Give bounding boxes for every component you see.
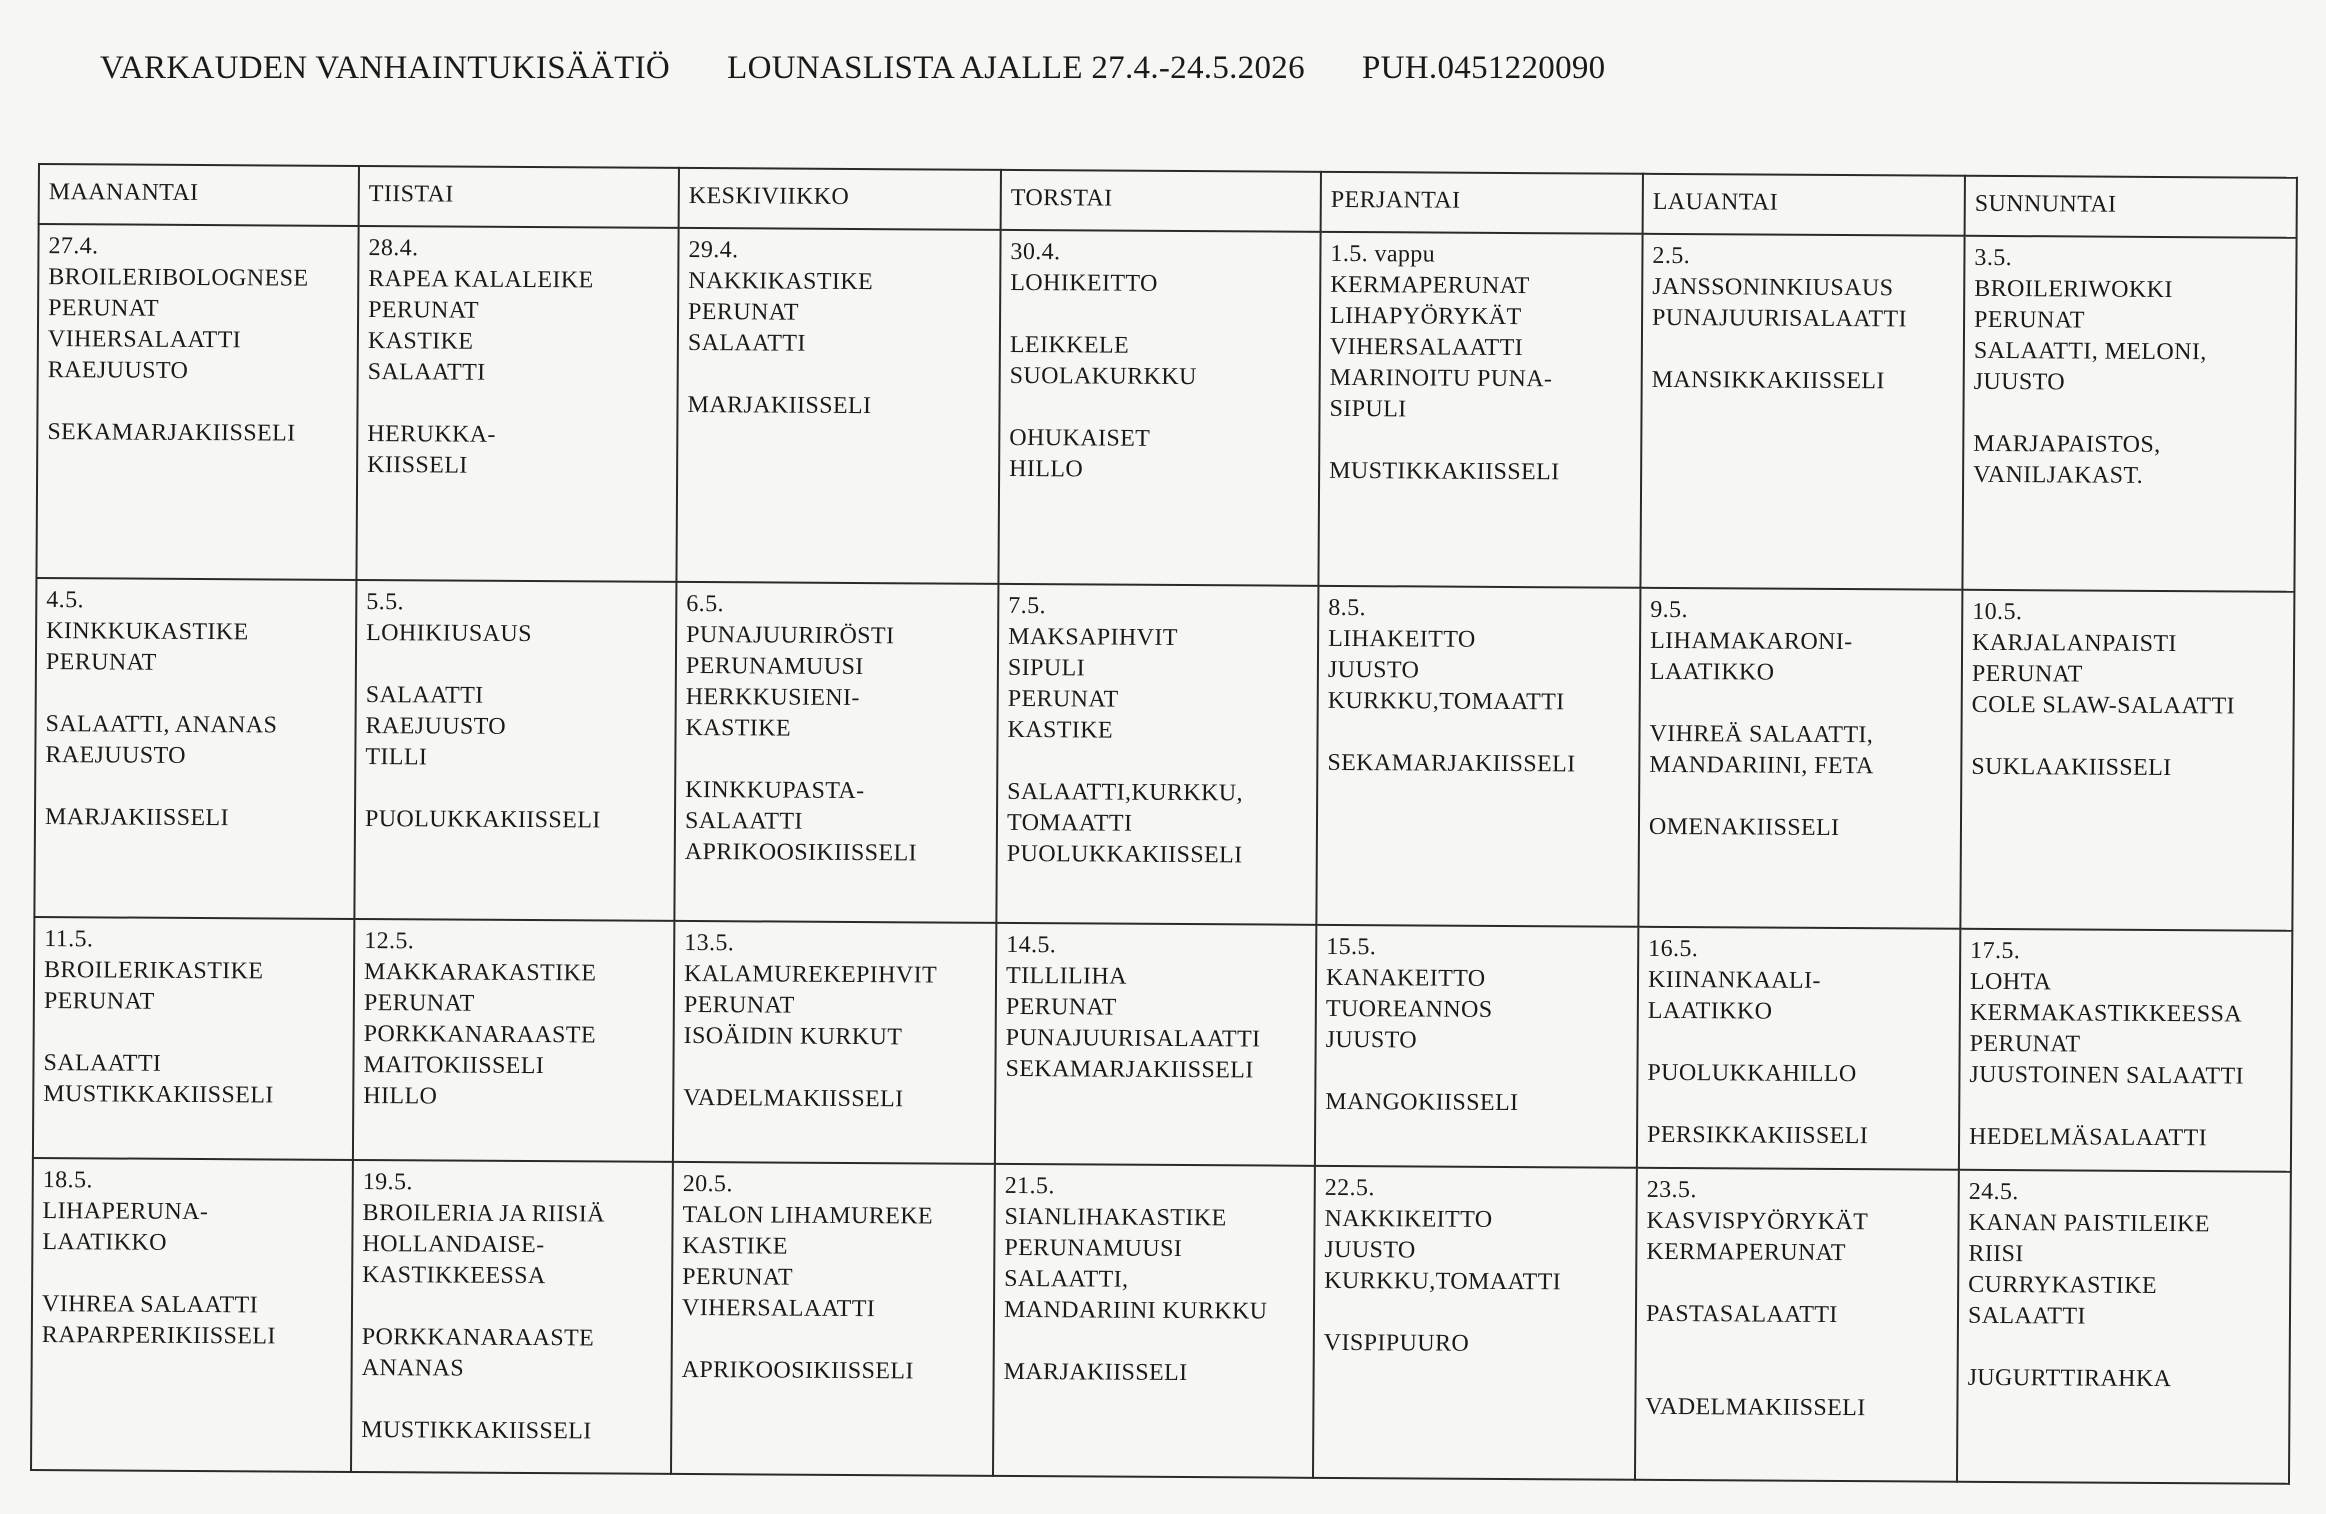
menu-line: HILLO [1009,455,1084,483]
menu-line: SALAATTI [367,359,486,386]
menu-line: HERKKUSIENI- [685,684,860,712]
menu-line: VISPIPUURO [1323,1329,1470,1357]
menu-line: BROILERIKASTIKE [43,957,264,985]
day-menu-cell [998,230,1320,586]
menu-weeks [31,224,2297,1484]
menu-line [1324,1297,1627,1330]
menu-date: 2.5. [1652,242,1691,270]
menu-line: MANSIKKAKIISSELI [1651,366,1885,395]
menu-line [1652,334,1955,367]
menu-line: RAPARPERIKIISSELI [41,1322,276,1350]
menu-date: 7.5. [1008,593,1046,620]
menu-line: PORKKANARAASTE [363,1021,597,1049]
day-menu-cell [33,917,354,1159]
menu-line: HEDELMÄSALAATTI [1969,1124,2208,1152]
menu-line: SALAATTI [687,329,806,357]
menu-line: KASVISPYÖRYKÄT [1646,1207,1869,1236]
menu-date: 16.5. [1648,936,1699,963]
menu-line: MARJAPAISTOS, [1973,430,2161,458]
menu-line: KASTIKKEESSA [362,1261,546,1290]
menu-line [1650,688,1953,721]
menu-line: KINKKUKASTIKE [46,618,249,646]
day-menu-cell [1315,925,1638,1167]
menu-date: 13.5. [684,930,735,957]
menu-line: MANDARIINI KURKKU [1003,1296,1268,1325]
menu-line: TILLI [365,744,428,771]
day-menu-cell [1962,236,2296,592]
menu-line: MARJAKIISSELI [44,804,229,832]
menu-date: 12.5. [364,928,415,955]
menu-line: RAPEA KALALEIKE [368,266,594,294]
day-menu-cell [671,1162,995,1476]
menu-date: 3.5. [1974,244,2013,272]
menu-line: VIHREA SALAATTI [41,1291,259,1319]
menu-line: MANDARIINI, FETA [1649,752,1874,780]
day-menu-cell [34,578,356,919]
menu-line [362,1291,663,1324]
menu-line [45,771,346,804]
menu-line [367,388,668,421]
menu-line [1007,746,1308,779]
menu-line [1968,1332,2281,1365]
menu-line: VIHREÄ SALAATTI, [1649,721,1874,749]
menu-line [1009,392,1310,425]
day-menu-cell [1960,590,2294,931]
menu-date: 5.5. [366,589,405,616]
menu-line: SALAATTI [684,808,803,835]
menu-line: MUSTIKKAKIISSELI [1329,457,1560,486]
day-header: TIISTAI [359,166,679,228]
week-row [36,224,2296,592]
menu-line: SUOLAKURKKU [1009,362,1197,391]
menu-line [1647,1089,1950,1122]
menu-line: NAKKIKASTIKE [688,267,874,296]
menu-line: CURRYKASTIKE [1968,1271,2158,1299]
menu-line [1010,299,1311,332]
menu-line: SEKAMARJAKIISSELI [1005,1056,1254,1084]
menu-line: KASTIKE [685,715,792,742]
menu-line: SEKAMARJAKIISSELI [1327,750,1576,778]
menu-line [1646,1330,1949,1363]
menu-line: MARINOITU PUNA- [1329,364,1553,393]
menu-line: PUOLUKKAKIISSELI [1006,841,1243,869]
day-menu-cell [1318,232,1642,588]
menu-date: 11.5. [44,926,94,953]
menu-date: 15.5. [1326,934,1377,961]
menu-line [688,359,991,392]
menu-line: MAITOKIISSELI [363,1052,545,1080]
day-menu-cell [1637,927,1960,1169]
menu-date: 20.5. [682,1170,733,1198]
menu-line: KANAN PAISTILEIKE [1968,1209,2210,1238]
menu-line: LAATIKKO [1647,998,1773,1026]
menu-line: RAEJUUSTO [47,357,189,384]
menu-line [42,1258,343,1291]
day-header: KESKIVIIKKO [679,168,1001,230]
menu-line: SIANLIHAKASTIKE [1004,1203,1227,1232]
menu-line [1646,1361,1949,1394]
organization-name: VARKAUDEN VANHAINTUKISÄÄTIÖ [100,50,671,86]
menu-title: LOUNASLISTA AJALLE 27.4.-24.5.2026 [727,50,1305,86]
day-menu-cell [356,226,678,582]
menu-line: PERSIKKAKIISSELI [1647,1122,1869,1150]
menu-date: 21.5. [1004,1172,1055,1200]
menu-line: SIPULI [1329,395,1407,423]
menu-line: SIPULI [1007,655,1086,682]
menu-line: VANILJAKAST. [1973,461,2144,489]
menu-line: PERUNAT [363,990,475,1018]
menu-line: SALAATTI, MELONI, [1973,337,2207,366]
day-header: PERJANTAI [1321,172,1643,234]
day-menu-cell [1638,588,1962,929]
menu-line: COLE SLAW-SALAATTI [1971,692,2236,720]
menu-date: 18.5. [42,1167,93,1194]
menu-date: 6.5. [686,591,725,618]
menu-date: 30.4. [1010,238,1061,266]
menu-date: 14.5. [1006,932,1057,959]
menu-line [47,386,348,419]
menu-date: 28.4. [368,235,419,262]
day-header: TORSTAI [1001,170,1321,232]
menu-line: LAATIKKO [1649,659,1775,686]
menu-date: 1.5. vappu [1330,240,1436,268]
day-menu-cell [1316,586,1640,927]
day-menu-cell [674,582,998,923]
menu-date: 17.5. [1970,938,2021,965]
menu-line [1004,1326,1305,1359]
menu-line: KIISSELI [367,452,468,479]
menu-line: PUNAJUURISALAATTI [1005,1025,1261,1053]
menu-line [1649,781,1952,814]
menu-line [682,1324,985,1357]
menu-line [365,773,666,806]
menu-date: 27.4. [48,233,99,260]
week-row [31,1158,2291,1484]
menu-line: SALAATTI [1967,1302,2086,1330]
menu-line: KINKKUPASTA- [685,777,865,805]
day-menu-cell [676,228,1000,584]
day-menu-cell [36,224,358,580]
week-row [34,578,2294,931]
menu-line [46,678,347,711]
menu-line: PERUNAT [1005,994,1117,1022]
menu-line: KURKKU,TOMAATTI [1327,688,1565,716]
menu-line [1327,717,1630,750]
menu-line: VIHERSALAATTI [681,1294,876,1323]
menu-line: KURKKU,TOMAATTI [1324,1267,1562,1296]
menu-line: KERMAPERUNAT [1646,1238,1846,1267]
day-menu-cell [31,1158,353,1472]
menu-line: SUKLAAKIISSELI [1971,754,2172,782]
day-menu-cell [993,1164,1315,1478]
menu-line [361,1384,662,1417]
menu-line: PASTASALAATTI [1645,1300,1838,1328]
menu-line: HERUKKA- [367,421,496,448]
menu-line: PERUNAT [1969,1031,2081,1058]
menu-line: LEIKKELE [1009,331,1130,359]
menu-line: PORKKANARAASTE [361,1323,595,1352]
menu-line: PUOLUKKAHILLO [1647,1060,1857,1088]
day-menu-cell [1640,234,1964,590]
menu-line [44,1017,345,1050]
day-menu-cell [673,921,996,1163]
menu-line: KERMAPERUNAT [1330,271,1530,300]
menu-line: KALAMUREKEPIHVIT [683,961,938,989]
day-menu-cell [1957,1170,2291,1484]
menu-line: RIISI [1968,1240,2024,1268]
menu-date: 4.5. [46,587,85,614]
menu-line: KIINANKAALI- [1647,967,1821,995]
menu-date: 9.5. [1650,597,1688,624]
menu-line: JUGURTTIRAHKA [1967,1364,2172,1393]
menu-line: LOHIKIUSAUS [366,620,532,648]
menu-line: PUOLUKKAKIISSELI [364,806,601,834]
menu-line: TUOREANNOS [1325,996,1493,1024]
menu-line: MARJAKIISSELI [1003,1358,1188,1387]
menu-line: PERUNAT [48,295,160,322]
menu-line: KANAKEITTO [1325,965,1486,993]
menu-line: PERUNAT [1007,686,1119,713]
menu-line [1648,1027,1951,1060]
menu-line [1325,1056,1628,1089]
menu-line: VADELMAKIISSELI [1645,1393,1866,1422]
day-menu-cell [1313,1166,1637,1480]
menu-line: VADELMAKIISSELI [683,1085,904,1113]
menu-line: TALON LIHAMUREKE [682,1201,934,1230]
menu-line: PUNAJUURISALAATTI [1652,304,1907,333]
menu-line: PERUNAT [43,988,155,1016]
menu-line: JUUSTOINEN SALAATTI [1969,1062,2245,1090]
menu-line: OMENAKIISSELI [1648,814,1840,842]
menu-line: MARJAKIISSELI [687,391,872,420]
menu-line: APRIKOOSIKIISSELI [684,839,918,867]
menu-line: HILLO [363,1083,438,1110]
menu-line: MANGOKIISSELI [1325,1089,1519,1117]
menu-line: BROILERIA JA RIISIÄ [362,1199,605,1228]
menu-line: JUUSTO [1325,1027,1418,1054]
menu-line: LOHIKEITTO [1010,269,1158,297]
menu-line: RAEJUUSTO [365,713,507,741]
day-header: MAANANTAI [39,164,359,226]
day-menu-cell [353,919,674,1161]
menu-line: PERUNAMUUSI [1004,1234,1183,1262]
menu-line: TILLILIHA [1005,963,1128,991]
menu-line [366,649,667,682]
menu-line: SALAATTI [365,682,484,709]
menu-line: LIHAMAKARONI- [1650,628,1853,656]
menu-line: BROILERIBOLOGNESE [48,264,309,292]
menu-line: SALAATTI, ANANAS [45,711,278,739]
menu-line [1973,398,2286,431]
menu-line: JANSSONINKIUSAUS [1652,273,1894,302]
menu-line: SALAATTI,KURKKU, [1007,779,1243,807]
menu-line: KASTIKE [1007,717,1114,744]
menu-line: LOHTA [1969,969,2052,996]
menu-line: LIHAKEITTO [1328,626,1476,654]
menu-line: KARJALANPAISTI [1972,630,2177,658]
page-header [100,50,1605,87]
menu-line: MUSTIKKAKIISSELI [43,1081,274,1109]
menu-line: PERUNAT [368,297,479,324]
menu-line: OHUKAISET [1009,424,1151,452]
menu-date: 29.4. [688,236,739,264]
week-row [33,917,2292,1171]
day-menu-cell [354,580,676,921]
menu-line: KERMAKASTIKKEESSA [1969,1000,2243,1028]
menu-line: JUUSTO [1324,1236,1416,1264]
day-header: SUNNUNTAI [1965,176,2297,238]
menu-line: NAKKIKEITTO [1324,1205,1493,1233]
menu-line: JUUSTO [1327,657,1420,684]
menu-line: SALAATTI, [1004,1265,1129,1293]
menu-line: SALAATTI [43,1050,162,1078]
menu-line: JUUSTO [1973,368,2066,396]
menu-line: PERUNAT [688,298,799,326]
menu-line [685,744,988,777]
menu-line: VIHERSALAATTI [1329,333,1524,362]
day-menu-cell [995,923,1316,1165]
menu-line: PERUNAMUUSI [685,653,864,681]
day-menu-cell [996,584,1318,925]
menu-line [1329,425,1632,458]
menu-line: KASTIKE [682,1232,788,1260]
menu-line: PERUNAT [682,1263,794,1291]
menu-line: MAKSAPIHVIT [1008,624,1178,652]
menu-date: 19.5. [362,1168,413,1196]
menu-line: BROILERIWOKKI [1974,275,2173,304]
menu-line: LAATIKKO [42,1229,168,1256]
menu-date: 23.5. [1646,1176,1697,1204]
menu-line: LIHAPYÖRYKÄT [1330,302,1522,331]
phone-number: PUH.0451220090 [1362,50,1606,86]
day-header: LAUANTAI [1643,174,1965,236]
day-menu-cell [1635,1168,1959,1482]
menu-line: MUSTIKKAKIISSELI [361,1416,592,1445]
menu-line: PERUNAT [1973,306,2085,334]
menu-line: ISOÄIDIN KURKUT [683,1023,903,1051]
menu-date: 22.5. [1324,1174,1375,1202]
menu-line: LIHAPERUNA- [42,1198,209,1226]
menu-line: PUNAJUURIRÖSTI [686,622,895,650]
menu-date: 8.5. [1328,595,1366,622]
lunch-menu-table [30,163,2298,1485]
menu-line: PERUNAT [1971,661,2083,688]
menu-line [1969,1091,2282,1124]
menu-line: MAKKARAKASTIKE [363,959,597,987]
menu-date: 24.5. [1968,1178,2019,1206]
menu-line: VIHERSALAATTI [47,326,242,354]
menu-date: 10.5. [1972,599,2023,626]
menu-line: PERUNAT [683,992,795,1020]
menu-line: KASTIKE [367,328,474,355]
menu-line [1971,721,2284,754]
menu-line: PERUNAT [45,649,157,677]
menu-line: HOLLANDAISE- [362,1230,545,1259]
menu-line: RAEJUUSTO [45,742,186,770]
day-menu-cell [351,1160,673,1474]
menu-line: TOMAATTI [1006,810,1133,837]
menu-line [683,1052,986,1085]
day-menu-cell [1959,929,2292,1172]
menu-line [1646,1268,1949,1301]
menu-line: SEKAMARJAKIISSELI [47,419,296,447]
menu-line: ANANAS [361,1354,465,1382]
menu-line: APRIKOOSIKIISSELI [681,1356,914,1385]
